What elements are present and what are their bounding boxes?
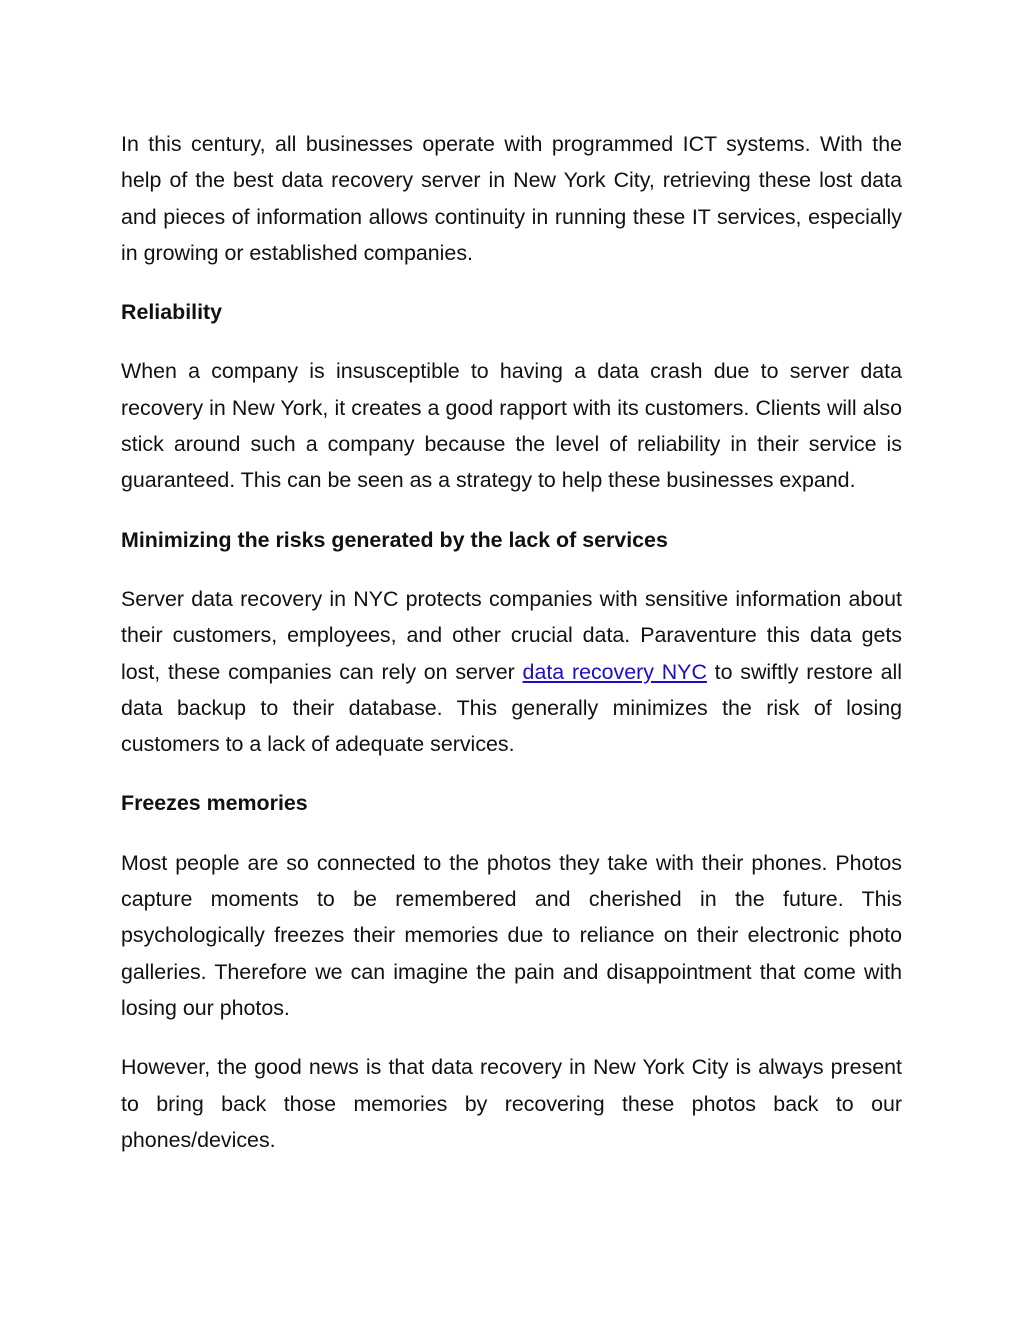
minimizing-risks-paragraph: [121, 581, 902, 762]
reliability-paragraph: When a company is insusceptible to having a data crash due to server data recovery in New York, it creates a good rapport with its customers. Clients will also stick around such a company because the level of reliability in their service is guaranteed. This can be seen as a strategy to help these businesses expand.: [121, 359, 902, 493]
paragraph-text-after-link: to swiftly restore all data backup to their database. This generally minimizes the risk of losing customers to a lack of adequate services.: [121, 659, 903, 757]
paragraph-text-before-link: Server data recovery in NYC protects companies with sensitive information about their customers, employees, and other crucial data. Paraventure this data gets lost, these companies can rely on server: [121, 586, 902, 684]
section-heading-freezes-memories: Freezes memories: [121, 791, 308, 816]
section-heading-reliability: Reliability: [121, 300, 223, 325]
freezes-memories-paragraph: Most people are so connected to the photos they take with their phones. Photos capture moments to be remembered and cherished in the future. This psychologically freezes their memories due to reliance on their electronic photo galleries. Therefore we can imagine the pain and disappointment that come with losing our photos.: [121, 850, 902, 1020]
intro-paragraph: In this century, all businesses operate with programmed ICT systems. With the help of the best data recovery server in New York City, retrieving these lost data and pieces of information allows continuity in running these IT services, especially in growing or established companies.: [121, 132, 902, 265]
good-news-paragraph: However, the good news is that data recovery in New York City is always present to bring back those memories by recovering these photos back to our phones/devices.: [121, 1055, 902, 1152]
data-recovery-nyc-link[interactable]: data recovery NYC: [522, 659, 707, 684]
document-body: [121, 126, 902, 1181]
section-heading-minimizing-risks: Minimizing the risks generated by the lack of services: [121, 527, 668, 552]
